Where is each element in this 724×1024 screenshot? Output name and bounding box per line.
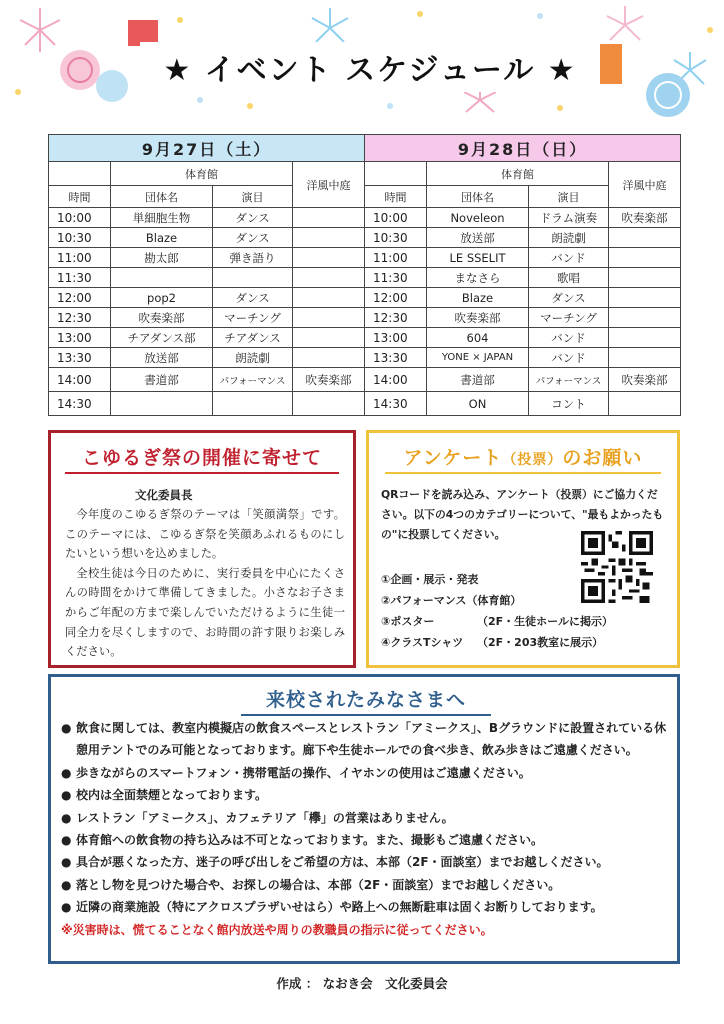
table-row: 14:30 (49, 392, 365, 416)
page-title: ★ イベント スケジュール ★ (140, 42, 600, 92)
table-row: 14:30 ON コント (365, 392, 681, 416)
message-paragraph: 今年度のこゆるぎ祭のテーマは「笑顔満祭」です。このテーマには、こゆるぎ祭を笑顔あふれるものにしたいという想いを込めました。 (65, 508, 345, 561)
water-balloon-icon (96, 70, 128, 102)
message-body (65, 505, 345, 662)
list-item: ● 落とし物を見つけた場合や、お探しの場合は、本部（2F・面談室）までお越しください。 (61, 874, 671, 896)
table-row: 12:30 吹奏楽部 マーチング (365, 308, 681, 328)
table-row: 14:00 書道部 パフォーマンス 吹奏楽部 (365, 368, 681, 392)
day1-date: 9月27日（土） (49, 135, 365, 162)
notice-list (61, 717, 671, 941)
table-row: 12:00 pop2 ダンス (49, 288, 365, 308)
notice-box (48, 674, 680, 964)
list-item: ● 具合が悪くなった方、迷子の呼び出しをご希望の方は、本部（2F・面談室）までお越しください。 (61, 851, 671, 873)
table-row: 13:30 放送部 朗読劇 (49, 348, 365, 368)
list-item: ②パフォーマンス（体育館） (381, 594, 522, 607)
list-item: ③ポスター （2F・生徒ホールに掲示） (381, 615, 613, 628)
firework-icon (20, 8, 60, 52)
firework-icon (312, 8, 348, 42)
time-header: 時間 (365, 186, 427, 208)
list-item: ①企画・展示・発表 (381, 573, 479, 586)
list-item: ● 校内は全面禁煙となっております。 (61, 784, 671, 806)
courtyard-header: 洋風中庭 (609, 162, 681, 208)
message-box (48, 430, 356, 668)
table-row: 10:00 Noveleon ドラム演奏 吹奏楽部 (365, 208, 681, 228)
notice-title: 来校されたみなさまへ (241, 685, 491, 716)
day2-date: 9月28日（日） (365, 135, 681, 162)
table-row: 11:30 (49, 268, 365, 288)
group-header: 団体名 (427, 186, 529, 208)
fan-icon (646, 73, 690, 117)
table-row: 12:00 Blaze ダンス (365, 288, 681, 308)
performance-header: 演目 (529, 186, 609, 208)
list-item: ● レストラン「アミークス」、カフェテリア「欅」の営業はありません。 (61, 807, 671, 829)
survey-instructions: QRコードを読み込み、アンケート（投票）にご協力ください。以下の4つのカテゴリーについて、"最もよかったもの"に投票してください。 (381, 488, 664, 541)
table-row: 10:30 Blaze ダンス (49, 228, 365, 248)
disaster-warning: ※災害時は、慌てることなく館内放送や周りの教職員の指示に従ってください。 (61, 922, 493, 937)
table-row: 11:00 勘太郎 弾き語り (49, 248, 365, 268)
group-header: 団体名 (111, 186, 213, 208)
header-banner (0, 0, 724, 120)
message-paragraph: 全校生徒は今日のために、実行委員を中心にたくさんの時間をかけて準備してきました。小さなお子さまからご年配の方まで楽しんでいただけるように生徒一同全力を尽くしますので、お時間の許す限りお楽しみください。 (65, 566, 345, 659)
blank-cell (49, 162, 111, 186)
survey-title: アンケート（投票）のお願い (385, 443, 661, 474)
list-item: ● 近隣の商業施設（特にアクロスプラザいせはら）や路上への無断駐車は固くお断りしております。 (61, 896, 671, 918)
gym-header: 体育館 (111, 162, 293, 186)
table-row: 10:00 単細胞生物 ダンス (49, 208, 365, 228)
table-row: 14:00 書道部 パフォーマンス 吹奏楽部 (49, 368, 365, 392)
firework-icon (607, 6, 643, 40)
table-row: 10:30 放送部 朗読劇 (365, 228, 681, 248)
table-row: 11:30 まなさら 歌唱 (365, 268, 681, 288)
footer-credit: 作成 ： なおき会 文化委員会 (276, 976, 448, 991)
schedule-table-day1 (48, 134, 365, 416)
gym-header: 体育館 (427, 162, 609, 186)
table-row: 13:00 604 バンド (365, 328, 681, 348)
blank-cell (365, 162, 427, 186)
list-item: ● 歩きながらのスマートフォン・携帯電話の操作、イヤホンの使用はご遠慮ください。 (61, 762, 671, 784)
list-item: ● 飲食に関しては、教室内模擬店の飲食スペースとレストラン「アミークス」、Bグラウンドに設置されている休憩用テントでのみ可能となっております。廊下や生徒ホールでの食べ歩き、飲み歩きはご遠慮ください。 (61, 717, 671, 762)
table-row: 11:00 LE SSELIT バンド (365, 248, 681, 268)
table-row: 13:00 チアダンス部 チアダンス (49, 328, 365, 348)
message-title: こゆるぎ祭の開催に寄せて (65, 443, 339, 474)
list-item: ● 体育館への飲食物の持ち込みは不可となっております。また、撮影もご遠慮ください。 (61, 829, 671, 851)
performance-header: 演目 (213, 186, 293, 208)
banner-flag-icon (600, 44, 622, 84)
list-item: ④クラスTシャツ （2F・203教室に展示） (381, 636, 604, 649)
schedule-table-day2 (364, 134, 681, 416)
courtyard-header: 洋風中庭 (293, 162, 365, 208)
table-row: 12:30 吹奏楽部 マーチング (49, 308, 365, 328)
message-author: 文化委員長 (135, 488, 193, 502)
time-header: 時間 (49, 186, 111, 208)
table-row: 13:30 YONE × JAPAN バンド (365, 348, 681, 368)
survey-categories (381, 569, 671, 653)
survey-box (366, 430, 680, 668)
water-balloon-icon (60, 50, 100, 90)
